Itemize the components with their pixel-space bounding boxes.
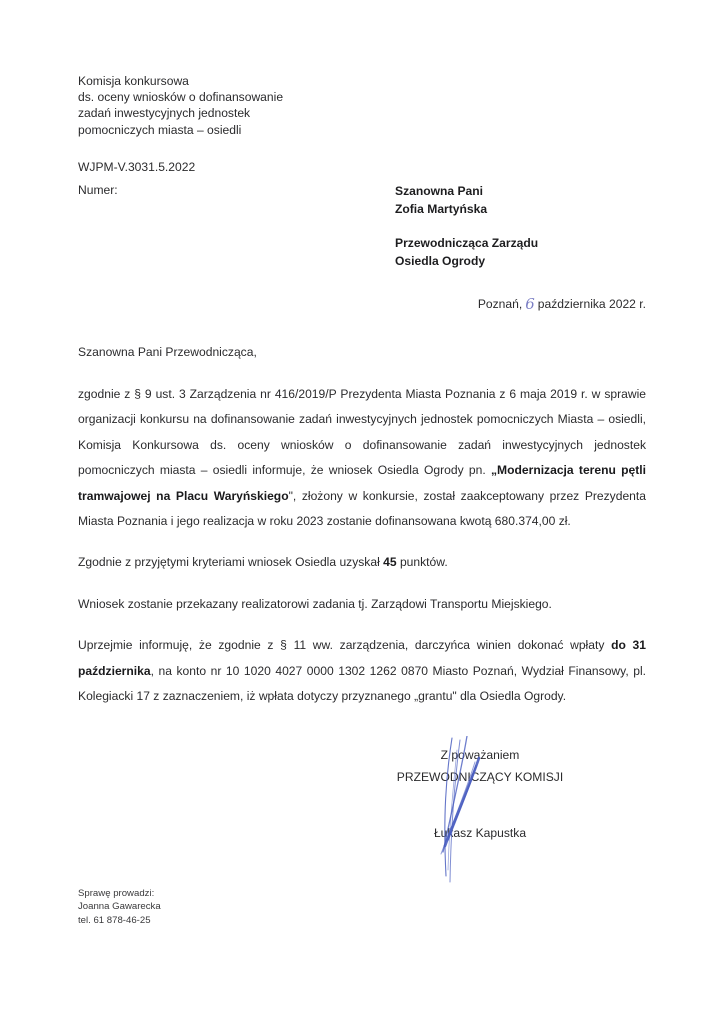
signer-name: Łukasz Kapustka xyxy=(433,826,527,840)
closing-title: PRZEWODNICZĄCY KOMISJI xyxy=(396,770,564,784)
payment-deadline: do 31 października xyxy=(78,638,646,678)
committee-header-line-4: pomocniczych miasta – osiedli xyxy=(78,122,242,137)
handwritten-day: 6 xyxy=(525,295,535,313)
paragraph-payment-intro: Uprzejmie informuję, że zgodnie z § 11 ww. zarządzenia, darczyńca winien dokonać wpłaty xyxy=(78,638,612,653)
committee-header-line-2: ds. oceny wniosków o dofinansowanie xyxy=(78,90,284,105)
paragraph-payment-outro: , na konto nr 10 1020 4027 0000 1302 1262 0870 Miasto Poznań, Wydział Finansowy, pl. Kolegiacki 17 z zaznaczeniem, iż wpłata dotyczy przyznanego „grantu" dla Osiedla Ogrody. xyxy=(78,663,646,704)
footer-handled-by-name: Joanna Gawarecka xyxy=(78,901,161,913)
points-value: 45 xyxy=(383,555,397,570)
committee-header-line-1: Komisja konkursowa xyxy=(78,74,189,88)
project-title: „Modernizacja terenu pętli tramwajowej na Placu Waryńskiego xyxy=(78,463,647,503)
number-label: Numer: xyxy=(78,183,118,197)
paragraph-decision-intro: zgodnie z § 9 ust. 3 Zarządzenia nr 416/2019/P Prezydenta Miasta Poznania z 6 maja 2019 r. w sprawie organizacji konkursu na dofinansowanie zadań inwestycyjnych jednostek pomocniczych Miasta – osiedli, Komisja Konkursowa ds. oceny wniosków o dofinansowanie zadań inwestycyjnych jednostek pomocniczych miasta – osiedli informuje, że wniosek Osiedla Ogrody pn. xyxy=(78,387,646,478)
paragraph-payment xyxy=(78,633,646,709)
footer-phone: tel. 61 878-46-25 xyxy=(78,914,151,926)
paragraph-decision xyxy=(78,382,646,534)
footer-contact xyxy=(78,887,161,927)
addressee-block xyxy=(395,183,538,270)
addressee-name: Zofia Martyńska xyxy=(395,201,488,216)
paragraph-points-outro: punktów. xyxy=(396,555,448,570)
salutation: Szanowna Pani Przewodnicząca, xyxy=(78,345,257,359)
paragraph-executor: Wniosek zostanie przekazany realizatorowi zadania tj. Zarządowi Transportu Miejskiego. xyxy=(78,596,552,611)
paragraph-decision-outro: ", złożony w konkursie, został zaakceptowany przez Prezydenta Miasta Poznania i jego realizacja w roku 2023 zostanie dofinansowana kwotą 680.374,00 zł. xyxy=(78,488,646,529)
addressee-spacer xyxy=(395,218,538,235)
committee-header xyxy=(78,73,438,138)
addressee-honorific: Szanowna Pani xyxy=(395,184,484,198)
addressee-position: Przewodnicząca Zarządu xyxy=(395,236,539,250)
addressee-organization: Osiedla Ogrody xyxy=(395,253,486,268)
signature-block xyxy=(330,744,630,844)
footer-handled-by-label: Sprawę prowadzi: xyxy=(78,888,155,899)
place-city: Poznań, xyxy=(477,297,523,311)
letter-body xyxy=(78,382,646,725)
paragraph-points xyxy=(78,550,646,575)
date-month-year: października 2022 r. xyxy=(537,297,646,311)
place-date xyxy=(78,294,646,312)
paragraph-points-intro: Zgodnie z przyjętymi kryteriami wniosek Osiedla uzyskał xyxy=(78,555,384,570)
committee-header-line-3: zadań inwestycyjnych jednostek xyxy=(78,106,251,121)
closing-regards: Z poważaniem xyxy=(440,748,520,762)
reference-number: WJPM-V.3031.5.2022 xyxy=(78,160,196,174)
